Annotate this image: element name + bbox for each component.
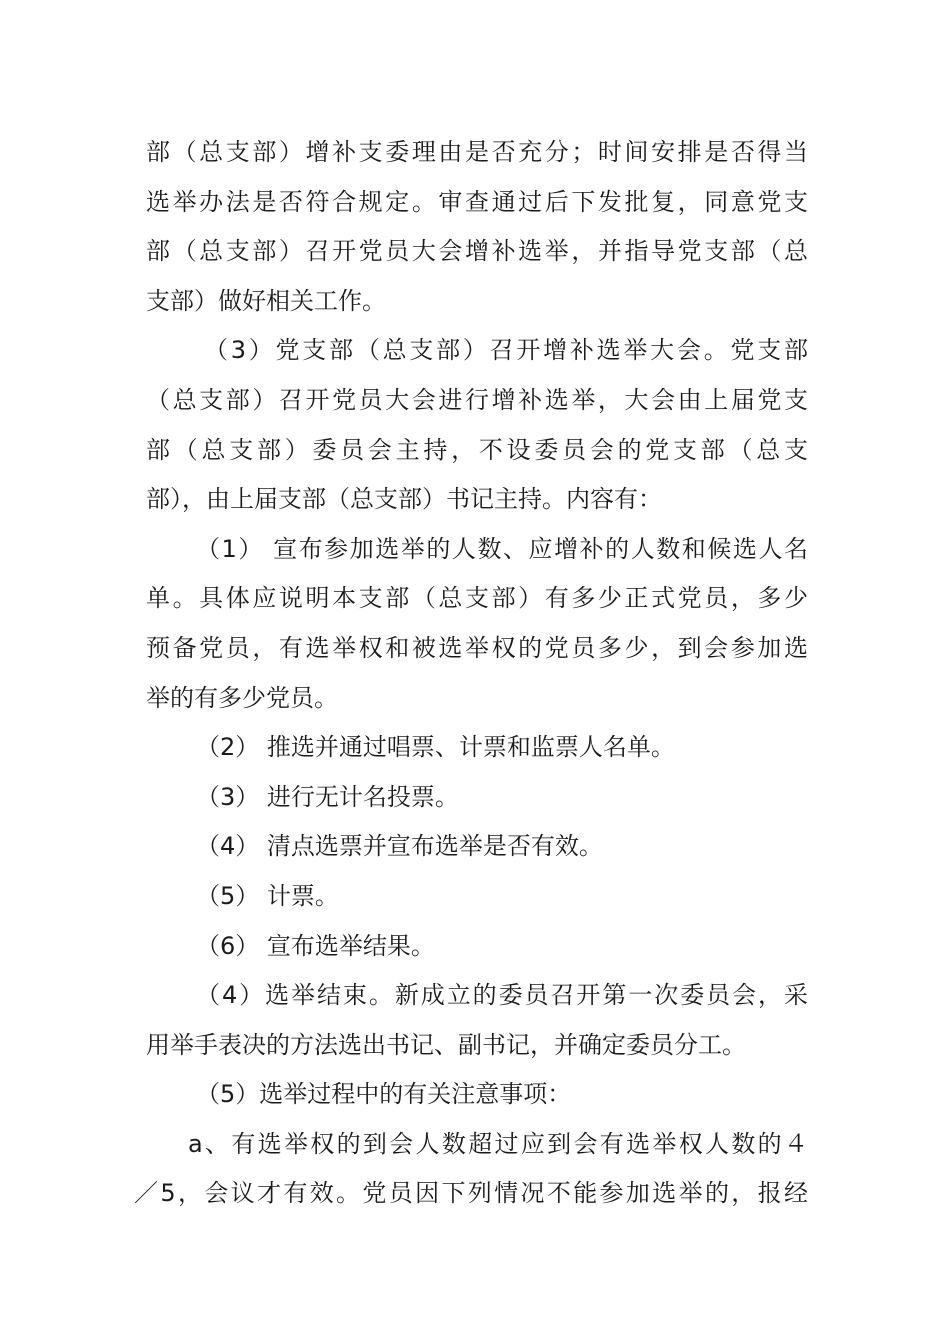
text-line: （3） 进行无计名投票。 [196,782,459,811]
document-body [134,128,808,1219]
text-line: 部），由上届支部（总支部）书记主持。内容有： [146,485,662,514]
text-line: ／5，会议才有效。党员因下列情况不能参加选举的，报经 [134,1179,808,1208]
text-line: 部（总支部）委员会主持，不设委员会的党支部（总支 [146,435,808,464]
text-line: （5） 计票。 [196,881,339,910]
text-line: （3）党支部（总支部）召开增补选举大会。党支部 [204,336,808,365]
text-line: （6） 宣布选举结果。 [196,931,435,960]
text-line: 举的有多少党员。 [146,683,338,712]
text-line: 预备党员，有选举权和被选举权的党员多少，到会参加选 [146,633,808,662]
text-line: 单。具体应说明本支部（总支部）有多少正式党员，多少 [146,584,808,613]
text-line: （4） 清点选票并宣布选举是否有效。 [196,832,603,861]
text-line: （2） 推选并通过唱票、计票和监票人名单。 [196,733,675,762]
text-line: 部（总支部）召开党员大会增补选举，并指导党支部（总 [146,237,808,266]
text-line: （总支部）召开党员大会进行增补选举，大会由上届党支 [146,385,808,414]
text-line: 部（总支部）增补支委理由是否充分；时间安排是否得当 [146,138,808,166]
text-line: （1） 宣布参加选举的人数、应增补的人数和候选人名 [196,534,808,563]
text-line: （5）选举过程中的有关注意事项： [196,1080,572,1109]
text-line: a、有选举权的到会人数超过应到会有选举权人数的４ [188,1129,808,1158]
text-line: 用举手表决的方法选出书记、副书记，并确定委员分工。 [146,1030,746,1059]
text-line: 支部）做好相关工作。 [146,286,386,315]
text-line: （4）选举结束。新成立的委员召开第一次委员会，采 [196,981,808,1010]
text-line: 选举办法是否符合规定。审查通过后下发批复，同意党支 [146,187,808,216]
